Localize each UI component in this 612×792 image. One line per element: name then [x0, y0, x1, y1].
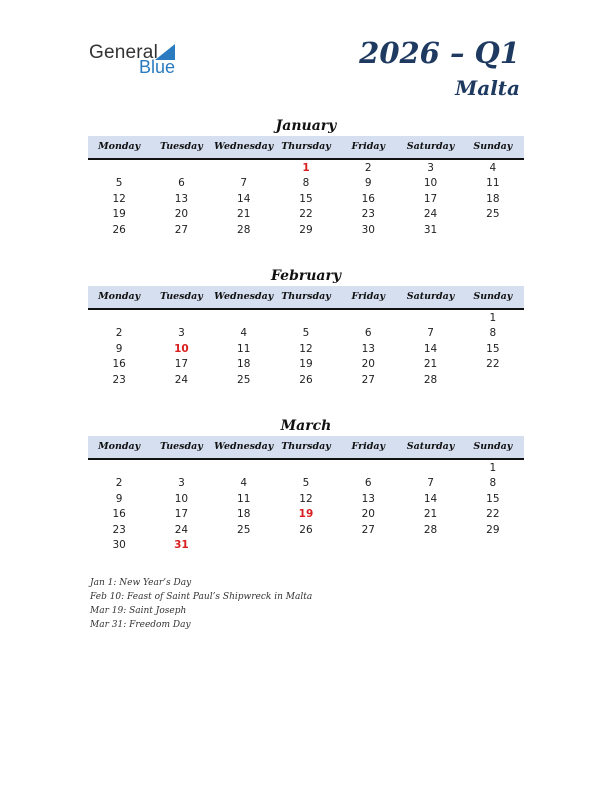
day-cell: 15 — [299, 192, 313, 205]
logo-general-text: General — [89, 42, 158, 63]
weekday-label: Wednesday — [214, 141, 274, 152]
day-cell: 3 — [178, 327, 185, 340]
day-cell: 4 — [240, 477, 248, 490]
day-cell: 15 — [486, 342, 500, 355]
empty-day-cell — [88, 311, 150, 326]
day-cell: 21 — [237, 208, 251, 221]
day-cell: 1 — [489, 462, 497, 474]
weekday-label: Friday — [351, 291, 386, 302]
day-cell: 9 — [115, 342, 123, 355]
weekday-header — [88, 436, 524, 460]
day-cell: 2 — [115, 477, 123, 490]
month-march — [88, 416, 524, 553]
day-cell: 6 — [178, 177, 185, 190]
empty-day-cell — [275, 538, 337, 553]
day-cell: 19 — [112, 208, 126, 221]
day-cell: 11 — [486, 177, 500, 190]
day-cell: 2 — [364, 162, 372, 174]
week-row — [88, 357, 524, 372]
week-row — [88, 207, 524, 222]
holiday-note: Mar 19: Saint Joseph — [90, 606, 187, 616]
week-row — [88, 342, 524, 357]
day-cell: 14 — [423, 342, 438, 355]
empty-day-cell — [213, 461, 275, 476]
week-row — [88, 161, 524, 176]
empty-day-cell — [213, 538, 275, 553]
day-cell: 1 — [302, 162, 310, 174]
month-name: February — [270, 268, 341, 284]
weekday-label: Saturday — [406, 441, 455, 452]
day-cell: 24 — [174, 523, 189, 536]
day-cell: 8 — [489, 327, 497, 340]
holiday-note: Feb 10: Feast of Saint Paul’s Shipwreck in Malta — [90, 592, 313, 602]
empty-day-cell — [399, 311, 461, 326]
logo-blue-text: Blue — [139, 57, 176, 77]
day-cell: 28 — [423, 373, 438, 386]
empty-day-cell — [462, 373, 524, 388]
day-cell: 8 — [302, 177, 310, 190]
day-cell: 20 — [174, 208, 189, 221]
day-cell: 5 — [302, 477, 310, 490]
day-cell: 22 — [299, 208, 313, 221]
day-cell: 7 — [240, 177, 248, 190]
day-cell: 12 — [299, 342, 313, 355]
week-row — [88, 538, 524, 553]
empty-day-cell — [275, 311, 337, 326]
day-cell: 26 — [299, 523, 313, 536]
day-cell: 12 — [112, 192, 126, 205]
day-cell: 10 — [423, 177, 438, 190]
day-cell: 27 — [174, 223, 189, 236]
day-cell: 27 — [361, 523, 375, 536]
day-cell: 22 — [486, 358, 500, 371]
day-cell: 27 — [361, 373, 375, 386]
logo — [89, 42, 189, 78]
weekday-label: Tuesday — [160, 291, 203, 302]
day-cell: 21 — [423, 508, 438, 521]
empty-day-cell — [337, 461, 399, 476]
day-cell: 11 — [237, 342, 251, 355]
page-title: 2026 – Q1 — [359, 36, 520, 70]
weekday-label: Saturday — [406, 291, 455, 302]
holiday-note: Jan 1: New Year’s Day — [90, 578, 192, 588]
weekday-header — [88, 286, 524, 310]
day-cell: 3 — [178, 477, 185, 490]
day-cell: 19 — [299, 358, 313, 371]
day-cell: 25 — [237, 373, 251, 386]
weekday-label: Thursday — [281, 141, 331, 152]
empty-day-cell — [150, 311, 212, 326]
empty-day-cell — [150, 161, 212, 176]
day-cell: 16 — [112, 358, 126, 371]
day-cell: 20 — [361, 508, 375, 521]
weekday-label: Friday — [351, 441, 386, 452]
weekday-label: Saturday — [406, 141, 455, 152]
day-cell: 23 — [361, 208, 375, 221]
weekday-label: Tuesday — [160, 141, 203, 152]
country-name: Malta — [455, 76, 520, 100]
day-cell: 12 — [299, 492, 313, 505]
day-cell: 6 — [364, 477, 372, 490]
day-cell: 28 — [237, 223, 251, 236]
day-cell: 26 — [112, 223, 126, 236]
empty-day-cell — [88, 161, 150, 176]
day-cell: 31 — [174, 538, 189, 551]
empty-day-cell — [213, 161, 275, 176]
weekday-label: Thursday — [281, 441, 331, 452]
day-cell: 21 — [423, 358, 438, 371]
month-name: January — [275, 118, 337, 134]
holiday-notes — [90, 576, 312, 632]
empty-day-cell — [399, 461, 461, 476]
empty-day-cell — [462, 538, 524, 553]
day-cell: 17 — [423, 192, 438, 205]
week-row — [88, 523, 524, 538]
day-cell: 26 — [299, 373, 313, 386]
month-february — [88, 266, 524, 388]
weekday-label: Wednesday — [214, 441, 274, 452]
day-cell: 25 — [486, 208, 500, 221]
day-cell: 25 — [237, 523, 251, 536]
empty-day-cell — [88, 461, 150, 476]
day-cell: 1 — [489, 312, 497, 324]
week-row — [88, 507, 524, 522]
day-cell: 2 — [115, 327, 123, 340]
empty-day-cell — [399, 538, 461, 553]
day-cell: 16 — [361, 192, 375, 205]
weekday-label: Monday — [98, 291, 141, 302]
week-row — [88, 373, 524, 388]
weekday-label: Thursday — [281, 291, 331, 302]
week-row — [88, 176, 524, 191]
empty-day-cell — [150, 461, 212, 476]
holiday-note: Mar 31: Freedom Day — [90, 620, 191, 630]
day-cell: 8 — [489, 477, 497, 490]
week-row — [88, 311, 524, 326]
day-cell: 6 — [364, 327, 372, 340]
week-row — [88, 326, 524, 341]
empty-day-cell — [337, 538, 399, 553]
empty-day-cell — [275, 461, 337, 476]
day-cell: 31 — [423, 223, 438, 236]
day-cell: 18 — [486, 192, 500, 205]
day-cell: 30 — [361, 223, 375, 236]
weekday-label: Friday — [351, 141, 386, 152]
weekday-label: Sunday — [473, 141, 513, 152]
day-cell: 10 — [174, 492, 189, 505]
day-cell: 9 — [115, 492, 123, 505]
day-cell: 28 — [423, 523, 438, 536]
day-cell: 14 — [237, 192, 251, 205]
week-row — [88, 461, 524, 476]
weekday-label: Sunday — [473, 291, 513, 302]
day-cell: 17 — [174, 358, 189, 371]
weekday-label: Monday — [98, 441, 141, 452]
day-cell: 11 — [237, 492, 251, 505]
empty-day-cell — [462, 223, 524, 238]
day-cell: 3 — [427, 162, 434, 174]
weekday-label: Wednesday — [214, 291, 274, 302]
day-cell: 7 — [427, 327, 434, 340]
day-cell: 22 — [486, 508, 500, 521]
week-row — [88, 476, 524, 491]
day-cell: 24 — [423, 208, 438, 221]
day-cell: 5 — [302, 327, 310, 340]
day-cell: 29 — [486, 523, 500, 536]
weekday-label: Sunday — [473, 441, 513, 452]
day-cell: 16 — [112, 508, 126, 521]
day-cell: 29 — [299, 223, 313, 236]
day-cell: 5 — [115, 177, 123, 190]
day-cell: 15 — [486, 492, 500, 505]
day-cell: 23 — [112, 523, 126, 536]
weekday-label: Monday — [98, 141, 141, 152]
week-row — [88, 192, 524, 207]
day-cell: 30 — [112, 538, 126, 551]
day-cell: 13 — [174, 192, 189, 205]
weekday-label: Tuesday — [160, 441, 203, 452]
day-cell: 9 — [364, 177, 372, 190]
empty-day-cell — [213, 311, 275, 326]
day-cell: 13 — [361, 342, 375, 355]
day-cell: 19 — [298, 508, 314, 521]
day-cell: 7 — [427, 477, 434, 490]
month-january — [88, 116, 524, 238]
day-cell: 23 — [112, 373, 126, 386]
week-row — [88, 492, 524, 507]
week-row — [88, 223, 524, 238]
day-cell: 20 — [361, 358, 375, 371]
day-cell: 14 — [423, 492, 438, 505]
day-cell: 17 — [174, 508, 189, 521]
day-cell: 10 — [174, 342, 189, 355]
empty-day-cell — [337, 311, 399, 326]
day-cell: 4 — [489, 162, 497, 174]
day-cell: 13 — [361, 492, 375, 505]
day-cell: 4 — [240, 327, 248, 340]
day-cell: 24 — [174, 373, 189, 386]
weekday-header — [88, 136, 524, 160]
day-cell: 18 — [237, 508, 251, 521]
month-name: March — [280, 418, 332, 434]
day-cell: 18 — [237, 358, 251, 371]
